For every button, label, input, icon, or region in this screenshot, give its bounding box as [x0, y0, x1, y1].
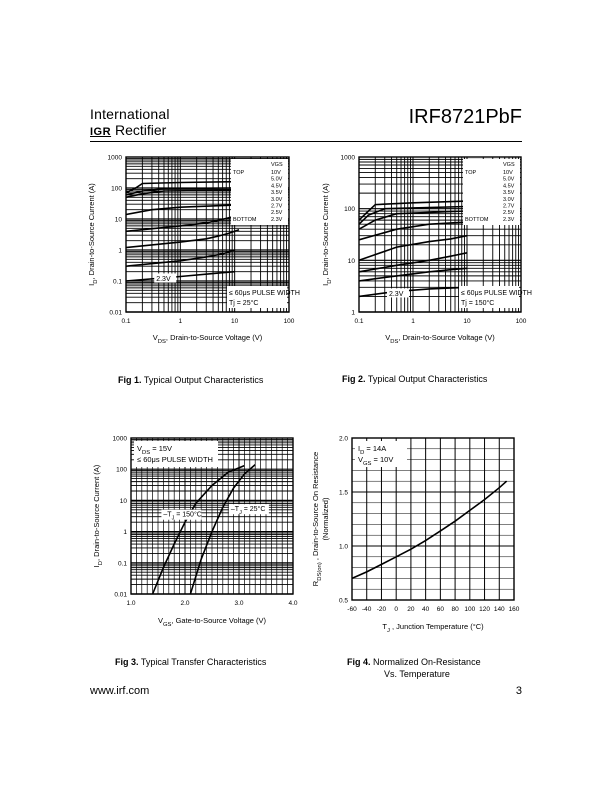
fig1-y-axis-label: $I_D$, Drain-to-Source Current (A) — [87, 183, 99, 286]
fig1-y-tick-label: 1000 — [107, 154, 122, 162]
fig2-label: Fig 2. — [342, 374, 366, 384]
fig3-series-label: $-T_J = 25^\circ C$ — [230, 506, 266, 517]
fig2-legend-value: 4.5V — [503, 183, 515, 190]
fig2-legend-title: VGS — [503, 162, 515, 168]
fig4-y-tick-label: 0.5 — [338, 597, 348, 605]
fig3-y-tick-label: 1 — [123, 529, 127, 537]
fig2-legend-value: 2.7V — [503, 203, 515, 210]
fig2-annotation-pulse: ≤ 60μs PULSE WIDTH — [461, 290, 532, 297]
fig1-label: Fig 1. — [118, 375, 142, 385]
fig3-info-line: $V_{DS} = 15V$ — [137, 444, 173, 456]
fig1-y-tick-label: 10 — [114, 216, 122, 224]
fig3-info-line: ≤ 60μs PULSE WIDTH — [137, 455, 213, 464]
fig4-y-tick-label: 2.0 — [338, 435, 348, 443]
fig3-x-tick-label: 2.0 — [180, 600, 190, 607]
logo-mark: IGR — [90, 126, 112, 138]
fig2-x-tick-label: 100 — [515, 318, 527, 325]
fig4-y-tick-label: 1.5 — [338, 489, 348, 497]
fig1-legend-value: 2.3V — [271, 216, 283, 223]
fig2-legend-top-label: TOP — [465, 170, 477, 176]
fig1-curve-label: 2.3V — [156, 275, 171, 283]
fig4-info-line: $I_D = 14A$ — [358, 444, 387, 456]
fig2-x-axis-label: $V_{DS}$, Drain-to-Source Voltage (V) — [385, 333, 495, 345]
fig4-y-axis-label-2: (Normalized) — [321, 497, 330, 541]
fig2-x-tick-label: 1 — [411, 318, 415, 325]
fig3-y-tick-label: 1000 — [112, 435, 127, 443]
fig2-y-tick-label: 100 — [344, 206, 355, 214]
fig3-y-tick-label: 100 — [116, 466, 127, 474]
fig4-x-tick-label: -60 — [347, 606, 357, 613]
fig1-x-tick-label: 0.1 — [121, 318, 131, 325]
fig3-y-tick-label: 0.01 — [114, 591, 127, 599]
fig1-y-tick-label: 0.1 — [112, 278, 122, 286]
fig4-x-tick-label: 80 — [451, 606, 459, 613]
fig1-x-axis-label: $V_{DS}$, Drain-to-Source Voltage (V) — [152, 333, 263, 345]
fig1-x-tick-label: 1 — [178, 318, 183, 325]
fig4-x-tick-label: 60 — [436, 606, 444, 613]
fig1-legend-top-label: TOP — [233, 170, 245, 176]
fig4-series-rds-on- — [352, 481, 507, 578]
footer-url[interactable]: www.irf.com — [90, 685, 150, 697]
fig3-y-tick-label: 10 — [119, 497, 127, 505]
fig1-legend-value: 10V — [271, 170, 281, 176]
fig4-x-tick-label: 20 — [407, 606, 415, 613]
fig3-series-tj-150-c — [153, 466, 245, 594]
fig2-caption — [342, 374, 487, 384]
fig2-x-tick-label: 10 — [463, 318, 471, 325]
fig1-legend-value: 3.0V — [271, 196, 283, 203]
fig1-legend-bottom-label: BOTTOM — [233, 217, 257, 223]
fig4-caption-text: Normalized On-Resistance — [373, 657, 481, 667]
fig4-x-tick-label: 140 — [493, 606, 505, 613]
fig1-annotation-pulse: ≤ 60μs PULSE WIDTH — [229, 290, 300, 297]
fig1-legend-value: 5.0V — [271, 176, 283, 183]
fig4-x-tick-label: 100 — [464, 606, 476, 613]
fig3-series-label: $-T_J = 150^\circ C$ — [163, 511, 202, 522]
page-number: 3 — [515, 685, 522, 697]
fig4-x-tick-label: -20 — [376, 606, 387, 613]
fig2-legend-bottom-label: BOTTOM — [465, 217, 489, 223]
fig3-caption-text: Typical Transfer Characteristics — [140, 657, 267, 667]
fig3-y-axis-label: $I_D$, Drain-to-Source Current (A) — [92, 464, 104, 568]
fig1-legend-title: VGS — [271, 162, 283, 168]
company-name: International — [90, 106, 170, 122]
fig1-y-tick-label: 0.01 — [109, 309, 122, 317]
fig4-x-tick-label: 160 — [508, 606, 520, 613]
fig1-caption-text: Typical Output Characteristics — [143, 375, 264, 385]
fig1-legend-value: 2.5V — [271, 210, 283, 217]
fig3-x-tick-label: 3.0 — [234, 600, 244, 607]
fig2-legend-value: 2.3V — [503, 216, 515, 223]
fig2-legend-value: 3.5V — [503, 190, 515, 197]
fig1-legend-value: 2.7V — [271, 203, 283, 210]
fig4-x-tick-label: 120 — [479, 606, 490, 613]
fig2-legend-value: 3.0V — [503, 196, 515, 203]
fig1-annotation-temp: Tj = 25°C — [229, 300, 259, 307]
fig1-y-tick-label: 1 — [118, 247, 122, 255]
fig1-legend-value: 4.5V — [271, 183, 283, 190]
fig2-legend-value: 5.0V — [503, 176, 515, 183]
fig1-x-tick-label: 100 — [283, 318, 295, 325]
fig1-legend-value: 3.5V — [271, 190, 283, 197]
fig3-label: Fig 3. — [115, 657, 139, 667]
fig4-x-tick-label: 40 — [422, 606, 430, 613]
fig3-x-axis-label: $V_{GS}$, Gate-to-Source Voltage (V) — [157, 616, 267, 628]
fig4-x-axis-label: $T_J$ , Junction Temperature (°C) — [382, 622, 484, 634]
fig3-caption — [115, 657, 266, 667]
fig2-y-tick-label: 1 — [351, 309, 355, 317]
fig1-x-tick-label: 10 — [231, 318, 239, 325]
fig4-y-axis-label: $R_{DS(on)}$ , Drain-to-Source On Resistance — [311, 451, 323, 587]
fig2-curve-label: 2.3V — [388, 290, 404, 298]
fig4-caption — [347, 657, 481, 667]
fig2-legend-value: 2.5V — [503, 210, 515, 217]
fig3-y-tick-label: 0.1 — [117, 560, 127, 568]
fig1-series-2-7v — [126, 230, 239, 248]
fig4-label: Fig 4. — [347, 657, 371, 667]
fig2-y-tick-label: 10 — [347, 257, 355, 265]
company-name-rectifier: Rectifier — [114, 122, 167, 138]
fig2-caption-text: Typical Output Characteristics — [367, 374, 488, 384]
fig2-legend-value: 10V — [503, 170, 513, 176]
fig2-annotation-temp: Tj = 150°C — [461, 300, 495, 307]
fig1-y-tick-label: 100 — [111, 185, 122, 193]
fig4-caption-line2: Vs. Temperature — [384, 669, 450, 679]
fig4-x-tick-label: 0 — [394, 606, 398, 613]
fig4-x-tick-label: -40 — [362, 606, 372, 613]
fig1-caption — [118, 375, 263, 385]
fig4-info-line: $V_{GS} = 10V$ — [358, 455, 394, 467]
fig2-y-tick-label: 1000 — [340, 154, 355, 162]
fig2-y-axis-label: $I_D$, Drain-to-Source Current (A) — [321, 183, 333, 286]
part-number: IRF8721PbF — [408, 106, 522, 128]
fig3-x-tick-label: 4.0 — [288, 600, 298, 607]
fig3-x-tick-label: 1.0 — [126, 600, 136, 607]
fig4-y-tick-label: 1.0 — [338, 543, 348, 551]
fig2-x-tick-label: 0.1 — [354, 318, 364, 325]
